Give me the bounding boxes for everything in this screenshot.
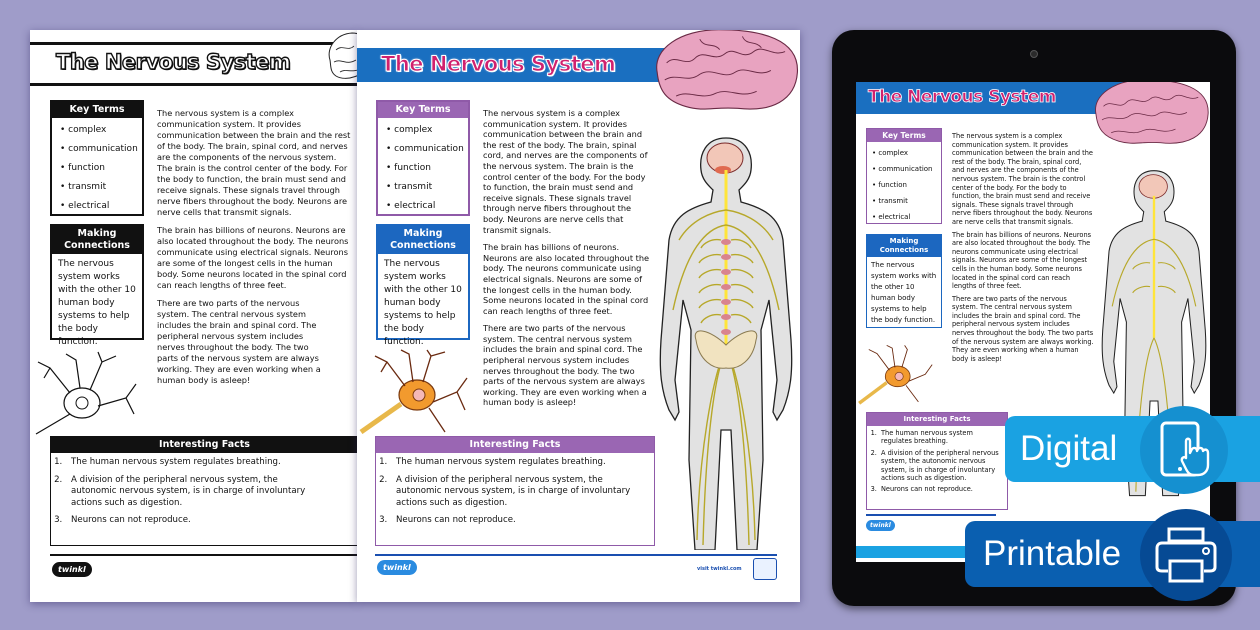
digital-label: Digital [1020,429,1118,468]
heading-line: Making [889,237,919,245]
key-terms-heading: Key Terms [867,129,941,142]
brain-outline-illustration [322,30,357,90]
interesting-facts-heading: Interesting Facts [867,413,1007,426]
brain-illustration [647,30,800,115]
key-terms-box [50,100,144,216]
making-connections-text: The nervous system works with the other 10 human body systems to help the body function. [384,259,462,347]
interesting-facts-box [50,436,357,546]
neuron-outline-illustration [30,348,140,436]
fact-item: 3. Neurons can not reproduce. [879,485,1005,493]
fact-item: 2. A division of the peripheral nervous system, the autonomic nervous system, is in charge of involuntary actions such as digestion. [65,475,311,510]
key-term: • communication [872,165,933,173]
key-terms-list [867,142,941,229]
twinkl-logo: twinkl [377,560,417,575]
paragraph: The brain has billions of neurons. Neurons are also located throughout the body. The neurons communicate using electrical signals. Neurons are some of the longest cells in the human body. Some neurons located in the spinal cord can reach lengths of three feet. [952,230,1092,291]
key-term: • complex [386,125,433,135]
tablet-screen [856,82,1210,562]
worksheet-bw [30,30,357,602]
making-connections-box [376,224,470,347]
page-title: The Nervous System [868,87,1057,107]
paragraph: The brain has billions of neurons. Neurons are also located throughout the body. The neurons communicate using electrical signals. Neurons are some of the longest cells in the human body. Some neurons located in the spinal cord can reach lengths of three feet. [157,225,349,290]
heading-line: Making [403,228,443,239]
printable-badge[interactable] [965,521,1260,587]
key-term: • transmit [872,197,908,205]
fact-item: 1. The human nervous system regulates breathing. [390,457,654,469]
printer-icon [1140,509,1232,601]
key-term: • function [872,181,907,189]
making-connections-text: The nervous system works with the other 10 human body systems to help the body function. [58,259,136,347]
interesting-facts-list [867,426,1007,497]
key-term: • complex [60,125,107,135]
key-term: • transmit [60,182,107,192]
page-title: The Nervous System [381,52,616,76]
interesting-facts-box [375,436,655,546]
worksheet-color [357,30,800,602]
key-term: • electrical [872,213,911,221]
heading-line: Connections [879,246,929,254]
making-connections-box [50,224,144,347]
paragraph: The nervous system is a complex communication system. It provides communication between the brain and the rest of the body. The brain, spinal cord, and nerves are the components of the nervous system. The brain is the control center of the body. For the body to function, the brain must send and receive signals. These signals travel through nerve fibers throughout the body. Neurons are nerve cells that transmit signals. [952,132,1093,226]
key-term: • communication [60,144,138,154]
paragraph: The nervous system is a complex communication system. It provides communication between the brain and the rest of the body. The brain, spinal cord, and nerves are the components of the nervous system. The brain is the control center of the body. For the body to function, the brain must send and receive signals. These signals travel through nerve fibers throughout the body. Neurons are nerve cells that transmit signals. [157,108,351,217]
paragraph: The brain has billions of neurons. Neurons are also located throughout the body. The neurons communicate using electrical signals. Neurons are some of the longest cells in the human body. Some neurons located in the spinal cord can reach lengths of three feet. [483,242,650,316]
key-terms-heading: Key Terms [378,102,468,118]
quality-badge-icon [753,558,777,580]
key-term: • electrical [386,201,436,211]
interesting-facts-heading: Interesting Facts [376,437,654,453]
paragraph: There are two parts of the nervous system. The central nervous system includes the brain and spinal cord. The peripheral nervous system includes nerves throughout the body. The two parts of the nervous system are always working. They are even working when a human body is asleep! [952,294,1094,363]
fact-item: 1. The human nervous system regulates breathing. [65,457,357,469]
key-term: • communication [386,144,464,154]
footer-rule [375,554,777,556]
key-terms-box [376,100,470,216]
paragraph: There are two parts of the nervous system. The central nervous system includes the brain and spinal cord. The peripheral nervous system includes nerves throughout the body. The two parts of the nervous system are always working. They are even working when a human body is asleep! [483,323,647,408]
twinkl-logo: twinkl [866,520,895,531]
body-text [157,108,353,393]
key-term: • function [386,163,431,173]
footer-site: visit twinkl.com [697,566,742,572]
making-connections-box [866,234,942,328]
fact-item: 3. Neurons can not reproduce. [65,515,357,527]
heading-line: Connections [64,240,130,251]
body-text [483,108,651,415]
camera-icon [1030,50,1038,58]
printable-label: Printable [983,534,1122,573]
key-term: • complex [872,149,909,157]
paragraph: There are two parts of the nervous system. The central nervous system includes the brain and spinal cord. The peripheral nervous system includes nerves throughout the body. The two parts of the nervous system are always working. They are even working when a human body is asleep! [157,298,321,385]
fact-item: 2. A division of the peripheral nervous system, the autonomic nervous system, is in charge of involuntary actions such as digestion. [390,475,631,510]
neuron-illustration [856,344,936,406]
fact-item: 2. A division of the peripheral nervous system, the autonomic nervous system, is in charge of involuntary actions such as digestion. [879,449,1005,483]
key-terms-list [52,118,142,220]
interesting-facts-heading: Interesting Facts [51,437,357,453]
digital-badge[interactable] [1005,416,1260,482]
footer-rule [866,514,996,516]
heading-line: Connections [390,240,456,251]
page-title: The Nervous System [56,50,291,74]
body-text [952,132,1094,370]
making-connections-heading [52,226,142,254]
interesting-facts-list [51,453,357,539]
twinkl-logo: twinkl [52,562,92,577]
human-nervous-system-illustration [655,130,797,550]
heading-line: Making [77,228,117,239]
tablet-touch-icon [1140,406,1228,494]
key-term: • function [60,163,105,173]
key-terms-heading: Key Terms [52,102,142,118]
neuron-illustration [357,348,472,434]
brain-illustration [1088,82,1210,148]
key-term: • electrical [60,201,110,211]
making-connections-text: The nervous system works with the other 10 human body systems to help the body function. [871,261,937,324]
paragraph: The nervous system is a complex communication system. It provides communication between the brain and the rest of the body. The brain, spinal cord, and nerves are the components of the nervous system. The brain is the control center of the body. For the body to function, the brain must send and receive signals. These signals travel through nerve fibers throughout the body. Neurons are nerve cells that transmit signals. [483,108,648,235]
fact-item: 3. Neurons can not reproduce. [390,515,654,527]
title-rule-top [30,42,357,45]
key-terms-box [866,128,942,224]
footer-rule [50,554,357,556]
interesting-facts-box [866,412,1008,510]
key-terms-list [378,118,468,220]
key-term: • transmit [386,182,433,192]
title-rule-bottom [30,83,357,86]
making-connections-heading [867,235,941,257]
interesting-facts-list [376,453,654,539]
making-connections-heading [378,226,468,254]
fact-item: 1. The human nervous system regulates breathing. [879,429,1005,446]
